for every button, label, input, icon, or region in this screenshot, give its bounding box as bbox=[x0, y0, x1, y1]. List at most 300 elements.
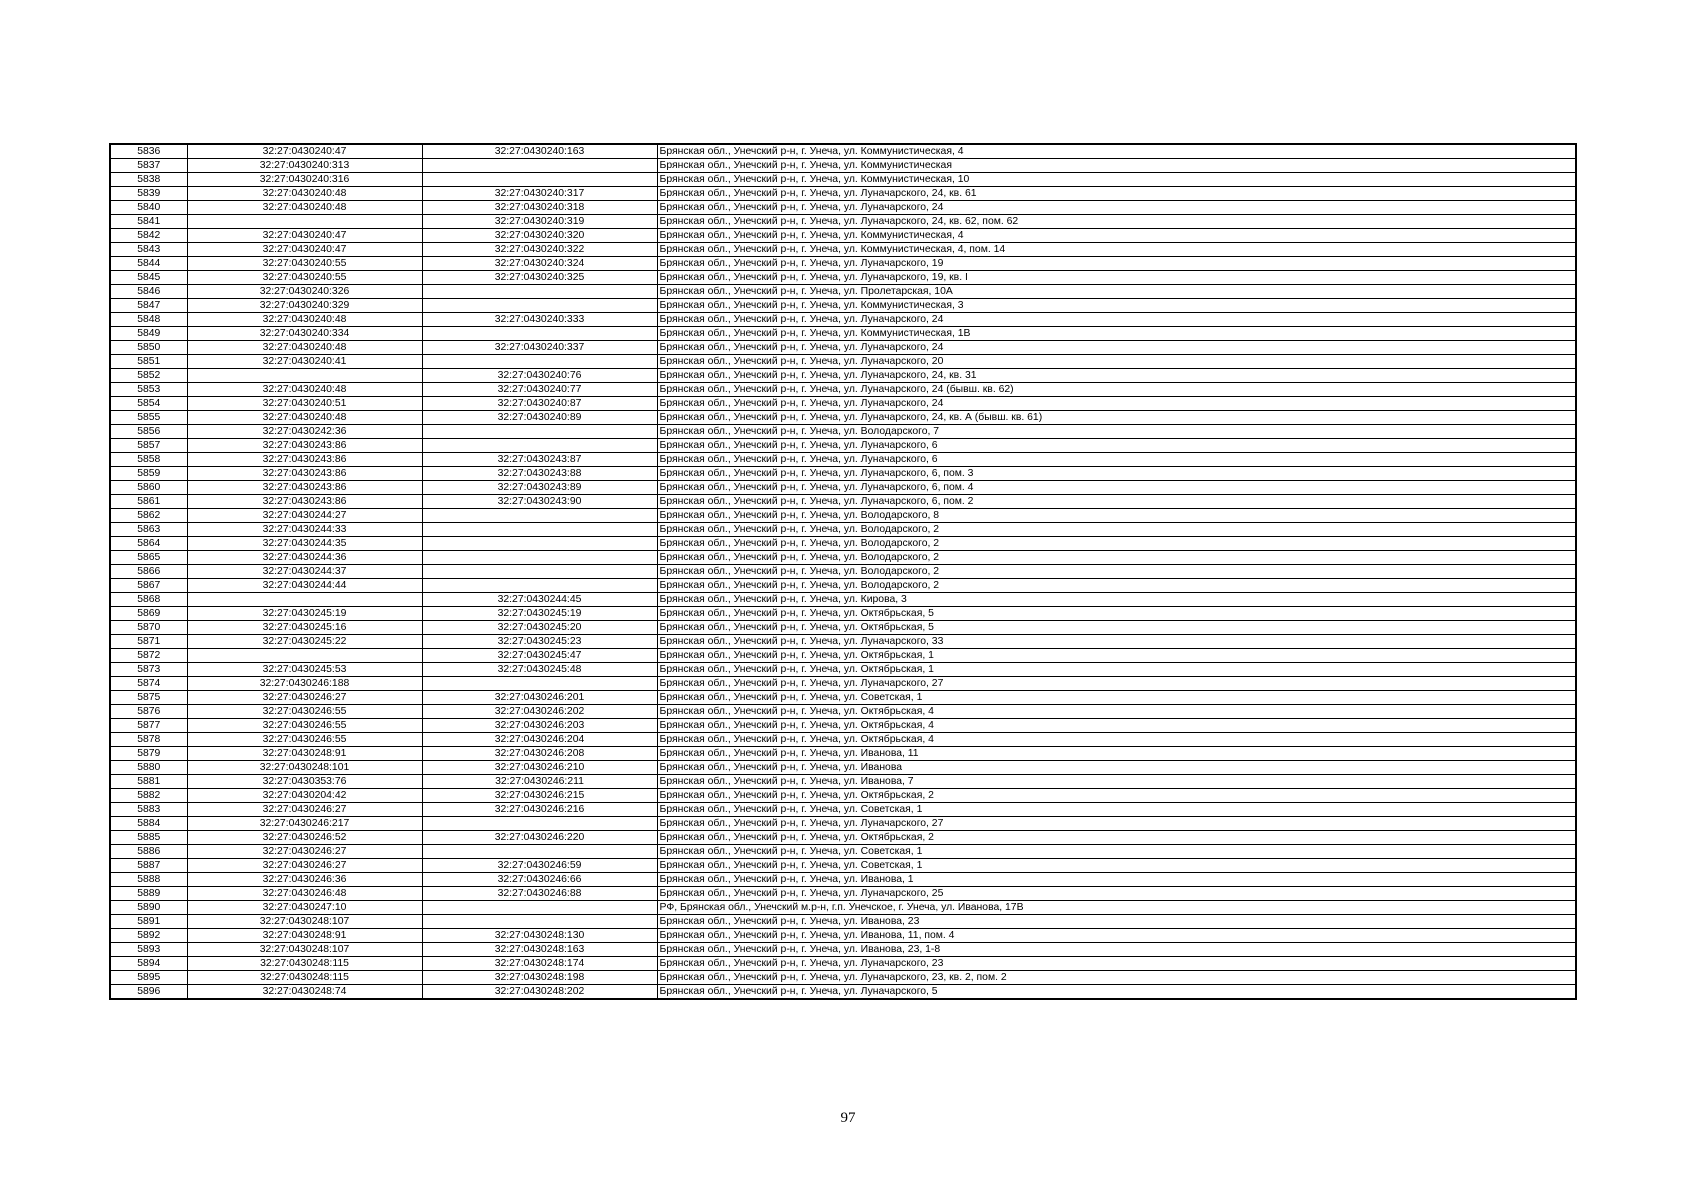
cadastral-number-cell: 32:27:0430244:45 bbox=[422, 593, 657, 607]
table-row bbox=[110, 229, 1576, 243]
table-row bbox=[110, 397, 1576, 411]
row-number-cell: 5860 bbox=[110, 481, 187, 495]
cadastral-number-cell: 32:27:0430240:317 bbox=[422, 187, 657, 201]
address-cell: Брянская обл., Унечский р-н, г. Унеча, ул. Коммунистическая, 10 bbox=[657, 173, 1576, 187]
table-row bbox=[110, 383, 1576, 397]
cadastral-number-cell: 32:27:0430246:59 bbox=[422, 859, 657, 873]
address-cell: Брянская обл., Унечский р-н, г. Унеча, ул. Луначарского, 6, пом. 2 bbox=[657, 495, 1576, 509]
address-cell: Брянская обл., Унечский р-н, г. Унеча, ул. Луначарского, 23, кв. 2, пом. 2 bbox=[657, 971, 1576, 985]
parent-cadastral-number-cell: 32:27:0430243:86 bbox=[187, 439, 422, 453]
parent-cadastral-number-cell: 32:27:0430244:36 bbox=[187, 551, 422, 565]
address-cell: Брянская обл., Унечский р-н, г. Унеча, ул. Луначарского, 24, кв. 62, пом. 62 bbox=[657, 215, 1576, 229]
address-cell: Брянская обл., Унечский р-н, г. Унеча, ул. Луначарского, 19, кв. I bbox=[657, 271, 1576, 285]
row-number-cell: 5839 bbox=[110, 187, 187, 201]
address-cell: Брянская обл., Унечский р-н, г. Унеча, ул. Луначарского, 24 bbox=[657, 313, 1576, 327]
row-number-cell: 5844 bbox=[110, 257, 187, 271]
parent-cadastral-number-cell bbox=[187, 593, 422, 607]
cadastral-number-cell bbox=[422, 915, 657, 929]
row-number-cell: 5879 bbox=[110, 747, 187, 761]
parent-cadastral-number-cell: 32:27:0430240:47 bbox=[187, 229, 422, 243]
table-row bbox=[110, 243, 1576, 257]
row-number-cell: 5894 bbox=[110, 957, 187, 971]
parent-cadastral-number-cell: 32:27:0430243:86 bbox=[187, 453, 422, 467]
cadastral-number-cell: 32:27:0430240:322 bbox=[422, 243, 657, 257]
row-number-cell: 5865 bbox=[110, 551, 187, 565]
address-cell: Брянская обл., Унечский р-н, г. Унеча, ул. Луначарского, 27 bbox=[657, 677, 1576, 691]
row-number-cell: 5886 bbox=[110, 845, 187, 859]
address-cell: Брянская обл., Унечский р-н, г. Унеча, ул. Октябрьская, 4 bbox=[657, 733, 1576, 747]
table-row bbox=[110, 873, 1576, 887]
row-number-cell: 5858 bbox=[110, 453, 187, 467]
cadastral-number-cell: 32:27:0430240:324 bbox=[422, 257, 657, 271]
address-cell: Брянская обл., Унечский р-н, г. Унеча, ул. Луначарского, 19 bbox=[657, 257, 1576, 271]
table-row bbox=[110, 887, 1576, 901]
table-row bbox=[110, 971, 1576, 985]
parent-cadastral-number-cell: 32:27:0430244:27 bbox=[187, 509, 422, 523]
parent-cadastral-number-cell: 32:27:0430248:91 bbox=[187, 747, 422, 761]
parent-cadastral-number-cell: 32:27:0430248:115 bbox=[187, 957, 422, 971]
row-number-cell: 5883 bbox=[110, 803, 187, 817]
parent-cadastral-number-cell: 32:27:0430245:22 bbox=[187, 635, 422, 649]
parent-cadastral-number-cell: 32:27:0430240:48 bbox=[187, 313, 422, 327]
table-row bbox=[110, 327, 1576, 341]
table-row bbox=[110, 957, 1576, 971]
row-number-cell: 5869 bbox=[110, 607, 187, 621]
row-number-cell: 5838 bbox=[110, 173, 187, 187]
cadastral-number-cell: 32:27:0430248:202 bbox=[422, 985, 657, 1000]
table-row bbox=[110, 943, 1576, 957]
cadastral-number-cell: 32:27:0430240:320 bbox=[422, 229, 657, 243]
parent-cadastral-number-cell: 32:27:0430245:16 bbox=[187, 621, 422, 635]
row-number-cell: 5864 bbox=[110, 537, 187, 551]
cadastral-number-cell: 32:27:0430240:163 bbox=[422, 144, 657, 159]
parent-cadastral-number-cell: 32:27:0430240:48 bbox=[187, 411, 422, 425]
row-number-cell: 5872 bbox=[110, 649, 187, 663]
row-number-cell: 5868 bbox=[110, 593, 187, 607]
row-number-cell: 5850 bbox=[110, 341, 187, 355]
parent-cadastral-number-cell: 32:27:0430240:55 bbox=[187, 271, 422, 285]
row-number-cell: 5840 bbox=[110, 201, 187, 215]
registry-table-body bbox=[110, 144, 1576, 999]
parent-cadastral-number-cell: 32:27:0430246:217 bbox=[187, 817, 422, 831]
row-number-cell: 5896 bbox=[110, 985, 187, 1000]
address-cell: Брянская обл., Унечский р-н, г. Унеча, ул. Луначарского, 6, пом. 3 bbox=[657, 467, 1576, 481]
page-number: 97 bbox=[840, 1110, 856, 1126]
address-cell: Брянская обл., Унечский р-н, г. Унеча, ул. Луначарского, 6 bbox=[657, 439, 1576, 453]
parent-cadastral-number-cell: 32:27:0430242:36 bbox=[187, 425, 422, 439]
row-number-cell: 5878 bbox=[110, 733, 187, 747]
row-number-cell: 5877 bbox=[110, 719, 187, 733]
cadastral-number-cell: 32:27:0430240:318 bbox=[422, 201, 657, 215]
address-cell: Брянская обл., Унечский р-н, г. Унеча, ул. Луначарского, 20 bbox=[657, 355, 1576, 369]
parent-cadastral-number-cell: 32:27:0430246:48 bbox=[187, 887, 422, 901]
row-number-cell: 5843 bbox=[110, 243, 187, 257]
cadastral-number-cell: 32:27:0430248:163 bbox=[422, 943, 657, 957]
address-cell: Брянская обл., Унечский р-н, г. Унеча, ул. Коммунистическая, 4 bbox=[657, 144, 1576, 159]
registry-table-container bbox=[109, 143, 1577, 1000]
row-number-cell: 5871 bbox=[110, 635, 187, 649]
parent-cadastral-number-cell: 32:27:0430246:188 bbox=[187, 677, 422, 691]
row-number-cell: 5837 bbox=[110, 159, 187, 173]
cadastral-number-cell: 32:27:0430246:220 bbox=[422, 831, 657, 845]
cadastral-number-cell bbox=[422, 565, 657, 579]
row-number-cell: 5866 bbox=[110, 565, 187, 579]
cadastral-number-cell: 32:27:0430240:325 bbox=[422, 271, 657, 285]
table-row bbox=[110, 719, 1576, 733]
cadastral-number-cell bbox=[422, 677, 657, 691]
table-row bbox=[110, 257, 1576, 271]
row-number-cell: 5855 bbox=[110, 411, 187, 425]
row-number-cell: 5880 bbox=[110, 761, 187, 775]
parent-cadastral-number-cell: 32:27:0430246:52 bbox=[187, 831, 422, 845]
table-row bbox=[110, 929, 1576, 943]
table-row bbox=[110, 467, 1576, 481]
address-cell: Брянская обл., Унечский р-н, г. Унеча, ул. Октябрьская, 1 bbox=[657, 663, 1576, 677]
parent-cadastral-number-cell: 32:27:0430244:44 bbox=[187, 579, 422, 593]
address-cell: Брянская обл., Унечский р-н, г. Унеча, ул. Володарского, 2 bbox=[657, 537, 1576, 551]
cadastral-number-cell: 32:27:0430245:19 bbox=[422, 607, 657, 621]
row-number-cell: 5854 bbox=[110, 397, 187, 411]
parent-cadastral-number-cell: 32:27:0430245:19 bbox=[187, 607, 422, 621]
address-cell: Брянская обл., Унечский р-н, г. Унеча, ул. Октябрьская, 2 bbox=[657, 789, 1576, 803]
table-row bbox=[110, 705, 1576, 719]
cadastral-number-cell bbox=[422, 901, 657, 915]
parent-cadastral-number-cell: 32:27:0430248:107 bbox=[187, 943, 422, 957]
parent-cadastral-number-cell: 32:27:0430248:101 bbox=[187, 761, 422, 775]
table-row bbox=[110, 313, 1576, 327]
parent-cadastral-number-cell: 32:27:0430240:48 bbox=[187, 341, 422, 355]
address-cell: Брянская обл., Унечский р-н, г. Унеча, ул. Советская, 1 bbox=[657, 691, 1576, 705]
row-number-cell: 5884 bbox=[110, 817, 187, 831]
row-number-cell: 5892 bbox=[110, 929, 187, 943]
parent-cadastral-number-cell: 32:27:0430243:86 bbox=[187, 467, 422, 481]
parent-cadastral-number-cell: 32:27:0430245:53 bbox=[187, 663, 422, 677]
parent-cadastral-number-cell: 32:27:0430246:36 bbox=[187, 873, 422, 887]
row-number-cell: 5862 bbox=[110, 509, 187, 523]
cadastral-number-cell bbox=[422, 285, 657, 299]
table-row bbox=[110, 187, 1576, 201]
row-number-cell: 5890 bbox=[110, 901, 187, 915]
parent-cadastral-number-cell: 32:27:0430240:51 bbox=[187, 397, 422, 411]
address-cell: Брянская обл., Унечский р-н, г. Унеча, ул. Луначарского, 33 bbox=[657, 635, 1576, 649]
cadastral-number-cell: 32:27:0430246:208 bbox=[422, 747, 657, 761]
table-row bbox=[110, 425, 1576, 439]
address-cell: Брянская обл., Унечский р-н, г. Унеча, ул. Володарского, 2 bbox=[657, 551, 1576, 565]
table-row bbox=[110, 439, 1576, 453]
row-number-cell: 5853 bbox=[110, 383, 187, 397]
address-cell: Брянская обл., Унечский р-н, г. Унеча, ул. Луначарского, 24 bbox=[657, 201, 1576, 215]
address-cell: Брянская обл., Унечский р-н, г. Унеча, ул. Володарского, 2 bbox=[657, 579, 1576, 593]
cadastral-number-cell: 32:27:0430243:89 bbox=[422, 481, 657, 495]
cadastral-number-cell bbox=[422, 523, 657, 537]
parent-cadastral-number-cell: 32:27:0430240:55 bbox=[187, 257, 422, 271]
address-cell: Брянская обл., Унечский р-н, г. Унеча, ул. Октябрьская, 4 bbox=[657, 719, 1576, 733]
parent-cadastral-number-cell: 32:27:0430248:91 bbox=[187, 929, 422, 943]
row-number-cell: 5885 bbox=[110, 831, 187, 845]
parent-cadastral-number-cell: 32:27:0430240:329 bbox=[187, 299, 422, 313]
table-row bbox=[110, 481, 1576, 495]
cadastral-number-cell bbox=[422, 159, 657, 173]
parent-cadastral-number-cell: 32:27:0430244:33 bbox=[187, 523, 422, 537]
cadastral-number-cell: 32:27:0430246:204 bbox=[422, 733, 657, 747]
address-cell: Брянская обл., Унечский р-н, г. Унеча, ул. Володарского, 2 bbox=[657, 523, 1576, 537]
address-cell: Брянская обл., Унечский р-н, г. Унеча, ул. Коммунистическая, 1В bbox=[657, 327, 1576, 341]
table-row bbox=[110, 579, 1576, 593]
row-number-cell: 5888 bbox=[110, 873, 187, 887]
table-row bbox=[110, 789, 1576, 803]
cadastral-number-cell: 32:27:0430240:333 bbox=[422, 313, 657, 327]
cadastral-number-cell bbox=[422, 355, 657, 369]
cadastral-number-cell bbox=[422, 327, 657, 341]
cadastral-number-cell bbox=[422, 845, 657, 859]
parent-cadastral-number-cell: 32:27:0430240:48 bbox=[187, 187, 422, 201]
cadastral-number-cell: 32:27:0430245:23 bbox=[422, 635, 657, 649]
address-cell: Брянская обл., Унечский р-н, г. Унеча, ул. Луначарского, 24, кв. 61 bbox=[657, 187, 1576, 201]
address-cell: Брянская обл., Унечский р-н, г. Унеча, ул. Луначарского, 24 bbox=[657, 341, 1576, 355]
parent-cadastral-number-cell: 32:27:0430240:313 bbox=[187, 159, 422, 173]
cadastral-number-cell: 32:27:0430243:88 bbox=[422, 467, 657, 481]
row-number-cell: 5836 bbox=[110, 144, 187, 159]
address-cell: Брянская обл., Унечский р-н, г. Унеча, ул. Иванова, 23 bbox=[657, 915, 1576, 929]
cadastral-number-cell: 32:27:0430248:198 bbox=[422, 971, 657, 985]
table-row bbox=[110, 901, 1576, 915]
address-cell: Брянская обл., Унечский р-н, г. Унеча, ул. Иванова, 7 bbox=[657, 775, 1576, 789]
cadastral-number-cell: 32:27:0430246:216 bbox=[422, 803, 657, 817]
table-row bbox=[110, 537, 1576, 551]
row-number-cell: 5849 bbox=[110, 327, 187, 341]
address-cell: Брянская обл., Унечский р-н, г. Унеча, ул. Октябрьская, 4 bbox=[657, 705, 1576, 719]
row-number-cell: 5882 bbox=[110, 789, 187, 803]
address-cell: Брянская обл., Унечский р-н, г. Унеча, ул. Луначарского, 24, кв. 31 bbox=[657, 369, 1576, 383]
parent-cadastral-number-cell: 32:27:0430240:334 bbox=[187, 327, 422, 341]
cadastral-number-cell: 32:27:0430240:89 bbox=[422, 411, 657, 425]
table-row bbox=[110, 845, 1576, 859]
cadastral-number-cell: 32:27:0430243:90 bbox=[422, 495, 657, 509]
parent-cadastral-number-cell: 32:27:0430246:27 bbox=[187, 859, 422, 873]
table-row bbox=[110, 173, 1576, 187]
cadastral-number-cell: 32:27:0430248:174 bbox=[422, 957, 657, 971]
parent-cadastral-number-cell: 32:27:0430240:47 bbox=[187, 243, 422, 257]
table-row bbox=[110, 453, 1576, 467]
address-cell: Брянская обл., Унечский р-н, г. Унеча, ул. Володарского, 7 bbox=[657, 425, 1576, 439]
table-row bbox=[110, 159, 1576, 173]
table-row bbox=[110, 341, 1576, 355]
row-number-cell: 5887 bbox=[110, 859, 187, 873]
cadastral-number-cell: 32:27:0430246:211 bbox=[422, 775, 657, 789]
address-cell: Брянская обл., Унечский р-н, г. Унеча, ул. Советская, 1 bbox=[657, 803, 1576, 817]
parent-cadastral-number-cell: 32:27:0430246:27 bbox=[187, 803, 422, 817]
address-cell: Брянская обл., Унечский р-н, г. Унеча, ул. Луначарского, 5 bbox=[657, 985, 1576, 1000]
address-cell: Брянская обл., Унечский р-н, г. Унеча, ул. Октябрьская, 5 bbox=[657, 621, 1576, 635]
parent-cadastral-number-cell: 32:27:0430246:55 bbox=[187, 705, 422, 719]
parent-cadastral-number-cell: 32:27:0430240:41 bbox=[187, 355, 422, 369]
cadastral-number-cell: 32:27:0430240:337 bbox=[422, 341, 657, 355]
parent-cadastral-number-cell: 32:27:0430243:86 bbox=[187, 481, 422, 495]
parent-cadastral-number-cell: 32:27:0430240:316 bbox=[187, 173, 422, 187]
row-number-cell: 5867 bbox=[110, 579, 187, 593]
cadastral-number-cell: 32:27:0430246:210 bbox=[422, 761, 657, 775]
cadastral-number-cell: 32:27:0430240:76 bbox=[422, 369, 657, 383]
address-cell: Брянская обл., Унечский р-н, г. Унеча, ул. Луначарского, 6 bbox=[657, 453, 1576, 467]
cadastral-number-cell bbox=[422, 439, 657, 453]
address-cell: Брянская обл., Унечский р-н, г. Унеча, ул. Октябрьская, 1 bbox=[657, 649, 1576, 663]
table-row bbox=[110, 691, 1576, 705]
cadastral-number-cell: 32:27:0430245:48 bbox=[422, 663, 657, 677]
table-row bbox=[110, 144, 1576, 159]
row-number-cell: 5846 bbox=[110, 285, 187, 299]
row-number-cell: 5889 bbox=[110, 887, 187, 901]
table-row bbox=[110, 299, 1576, 313]
row-number-cell: 5874 bbox=[110, 677, 187, 691]
address-cell: Брянская обл., Унечский р-н, г. Унеча, ул. Володарского, 8 bbox=[657, 509, 1576, 523]
table-row bbox=[110, 593, 1576, 607]
table-row bbox=[110, 635, 1576, 649]
table-row bbox=[110, 803, 1576, 817]
table-row bbox=[110, 831, 1576, 845]
parent-cadastral-number-cell: 32:27:0430246:55 bbox=[187, 733, 422, 747]
row-number-cell: 5876 bbox=[110, 705, 187, 719]
row-number-cell: 5881 bbox=[110, 775, 187, 789]
address-cell: Брянская обл., Унечский р-н, г. Унеча, ул. Луначарского, 6, пом. 4 bbox=[657, 481, 1576, 495]
cadastral-number-cell: 32:27:0430246:201 bbox=[422, 691, 657, 705]
table-row bbox=[110, 285, 1576, 299]
parent-cadastral-number-cell bbox=[187, 369, 422, 383]
cadastral-number-cell: 32:27:0430246:215 bbox=[422, 789, 657, 803]
table-row bbox=[110, 915, 1576, 929]
parent-cadastral-number-cell: 32:27:0430240:326 bbox=[187, 285, 422, 299]
row-number-cell: 5856 bbox=[110, 425, 187, 439]
row-number-cell: 5875 bbox=[110, 691, 187, 705]
parent-cadastral-number-cell: 32:27:0430247:10 bbox=[187, 901, 422, 915]
table-row bbox=[110, 565, 1576, 579]
address-cell: Брянская обл., Унечский р-н, г. Унеча, ул. Коммунистическая, 4 bbox=[657, 229, 1576, 243]
row-number-cell: 5891 bbox=[110, 915, 187, 929]
address-cell: Брянская обл., Унечский р-н, г. Унеча, ул. Луначарского, 24 (бывш. кв. 62) bbox=[657, 383, 1576, 397]
table-row bbox=[110, 411, 1576, 425]
row-number-cell: 5847 bbox=[110, 299, 187, 313]
address-cell: Брянская обл., Унечский р-н, г. Унеча, ул. Луначарского, 24 bbox=[657, 397, 1576, 411]
table-row bbox=[110, 775, 1576, 789]
table-row bbox=[110, 985, 1576, 1000]
cadastral-number-cell: 32:27:0430246:66 bbox=[422, 873, 657, 887]
address-cell: Брянская обл., Унечский р-н, г. Унеча, ул. Октябрьская, 5 bbox=[657, 607, 1576, 621]
cadastral-number-cell bbox=[422, 817, 657, 831]
address-cell: Брянская обл., Унечский р-н, г. Унеча, ул. Коммунистическая, 3 bbox=[657, 299, 1576, 313]
row-number-cell: 5893 bbox=[110, 943, 187, 957]
address-cell: Брянская обл., Унечский р-н, г. Унеча, ул. Иванова bbox=[657, 761, 1576, 775]
cadastral-number-cell bbox=[422, 509, 657, 523]
address-cell: Брянская обл., Унечский р-н, г. Унеча, ул. Володарского, 2 bbox=[657, 565, 1576, 579]
cadastral-number-cell: 32:27:0430240:77 bbox=[422, 383, 657, 397]
address-cell: Брянская обл., Унечский р-н, г. Унеча, ул. Октябрьская, 2 bbox=[657, 831, 1576, 845]
address-cell: Брянская обл., Унечский р-н, г. Унеча, ул. Иванова, 1 bbox=[657, 873, 1576, 887]
parent-cadastral-number-cell: 32:27:0430246:55 bbox=[187, 719, 422, 733]
row-number-cell: 5859 bbox=[110, 467, 187, 481]
cadastral-number-cell: 32:27:0430248:130 bbox=[422, 929, 657, 943]
parent-cadastral-number-cell: 32:27:0430244:37 bbox=[187, 565, 422, 579]
row-number-cell: 5841 bbox=[110, 215, 187, 229]
cadastral-number-cell bbox=[422, 551, 657, 565]
row-number-cell: 5842 bbox=[110, 229, 187, 243]
table-row bbox=[110, 201, 1576, 215]
parent-cadastral-number-cell: 32:27:0430246:27 bbox=[187, 691, 422, 705]
cadastral-number-cell bbox=[422, 173, 657, 187]
table-row bbox=[110, 621, 1576, 635]
table-row bbox=[110, 369, 1576, 383]
address-cell: Брянская обл., Унечский р-н, г. Унеча, ул. Коммунистическая, 4, пом. 14 bbox=[657, 243, 1576, 257]
row-number-cell: 5873 bbox=[110, 663, 187, 677]
row-number-cell: 5845 bbox=[110, 271, 187, 285]
cadastral-number-cell: 32:27:0430246:203 bbox=[422, 719, 657, 733]
row-number-cell: 5851 bbox=[110, 355, 187, 369]
table-row bbox=[110, 649, 1576, 663]
address-cell: Брянская обл., Унечский р-н, г. Унеча, ул. Пролетарская, 10А bbox=[657, 285, 1576, 299]
cadastral-number-cell: 32:27:0430246:202 bbox=[422, 705, 657, 719]
cadastral-number-cell bbox=[422, 537, 657, 551]
cadastral-number-cell bbox=[422, 299, 657, 313]
table-row bbox=[110, 215, 1576, 229]
row-number-cell: 5857 bbox=[110, 439, 187, 453]
parent-cadastral-number-cell: 32:27:0430248:74 bbox=[187, 985, 422, 1000]
parent-cadastral-number-cell: 32:27:0430246:27 bbox=[187, 845, 422, 859]
row-number-cell: 5861 bbox=[110, 495, 187, 509]
parent-cadastral-number-cell: 32:27:0430248:107 bbox=[187, 915, 422, 929]
row-number-cell: 5895 bbox=[110, 971, 187, 985]
table-row bbox=[110, 551, 1576, 565]
address-cell: Брянская обл., Унечский р-н, г. Унеча, ул. Иванова, 11, пом. 4 bbox=[657, 929, 1576, 943]
parent-cadastral-number-cell: 32:27:0430240:48 bbox=[187, 201, 422, 215]
address-cell: Брянская обл., Унечский р-н, г. Унеча, ул. Луначарского, 24, кв. А (бывш. кв. 61) bbox=[657, 411, 1576, 425]
address-cell: РФ, Брянская обл., Унечский м.р-н, г.п. Унечское, г. Унеча, ул. Иванова, 17В bbox=[657, 901, 1576, 915]
cadastral-registry-table bbox=[109, 143, 1577, 1000]
table-row bbox=[110, 747, 1576, 761]
address-cell: Брянская обл., Унечский р-н, г. Унеча, ул. Советская, 1 bbox=[657, 859, 1576, 873]
row-number-cell: 5870 bbox=[110, 621, 187, 635]
cadastral-number-cell: 32:27:0430246:88 bbox=[422, 887, 657, 901]
row-number-cell: 5852 bbox=[110, 369, 187, 383]
parent-cadastral-number-cell: 32:27:0430244:35 bbox=[187, 537, 422, 551]
parent-cadastral-number-cell bbox=[187, 649, 422, 663]
cadastral-number-cell bbox=[422, 425, 657, 439]
address-cell: Брянская обл., Унечский р-н, г. Унеча, ул. Луначарского, 25 bbox=[657, 887, 1576, 901]
address-cell: Брянская обл., Унечский р-н, г. Унеча, ул. Иванова, 11 bbox=[657, 747, 1576, 761]
cadastral-number-cell: 32:27:0430240:319 bbox=[422, 215, 657, 229]
table-row bbox=[110, 859, 1576, 873]
cadastral-number-cell: 32:27:0430243:87 bbox=[422, 453, 657, 467]
address-cell: Брянская обл., Унечский р-н, г. Унеча, ул. Советская, 1 bbox=[657, 845, 1576, 859]
address-cell: Брянская обл., Унечский р-н, г. Унеча, ул. Иванова, 23, 1-8 bbox=[657, 943, 1576, 957]
table-row bbox=[110, 817, 1576, 831]
table-row bbox=[110, 733, 1576, 747]
row-number-cell: 5848 bbox=[110, 313, 187, 327]
table-row bbox=[110, 355, 1576, 369]
parent-cadastral-number-cell: 32:27:0430240:47 bbox=[187, 144, 422, 159]
table-row bbox=[110, 495, 1576, 509]
cadastral-number-cell bbox=[422, 579, 657, 593]
parent-cadastral-number-cell: 32:27:0430204:42 bbox=[187, 789, 422, 803]
row-number-cell: 5863 bbox=[110, 523, 187, 537]
table-row bbox=[110, 509, 1576, 523]
parent-cadastral-number-cell: 32:27:0430240:48 bbox=[187, 383, 422, 397]
address-cell: Брянская обл., Унечский р-н, г. Унеча, ул. Коммунистическая bbox=[657, 159, 1576, 173]
table-row bbox=[110, 663, 1576, 677]
table-row bbox=[110, 607, 1576, 621]
parent-cadastral-number-cell: 32:27:0430243:86 bbox=[187, 495, 422, 509]
cadastral-number-cell: 32:27:0430245:20 bbox=[422, 621, 657, 635]
parent-cadastral-number-cell: 32:27:0430248:115 bbox=[187, 971, 422, 985]
cadastral-number-cell: 32:27:0430240:87 bbox=[422, 397, 657, 411]
table-row bbox=[110, 523, 1576, 537]
